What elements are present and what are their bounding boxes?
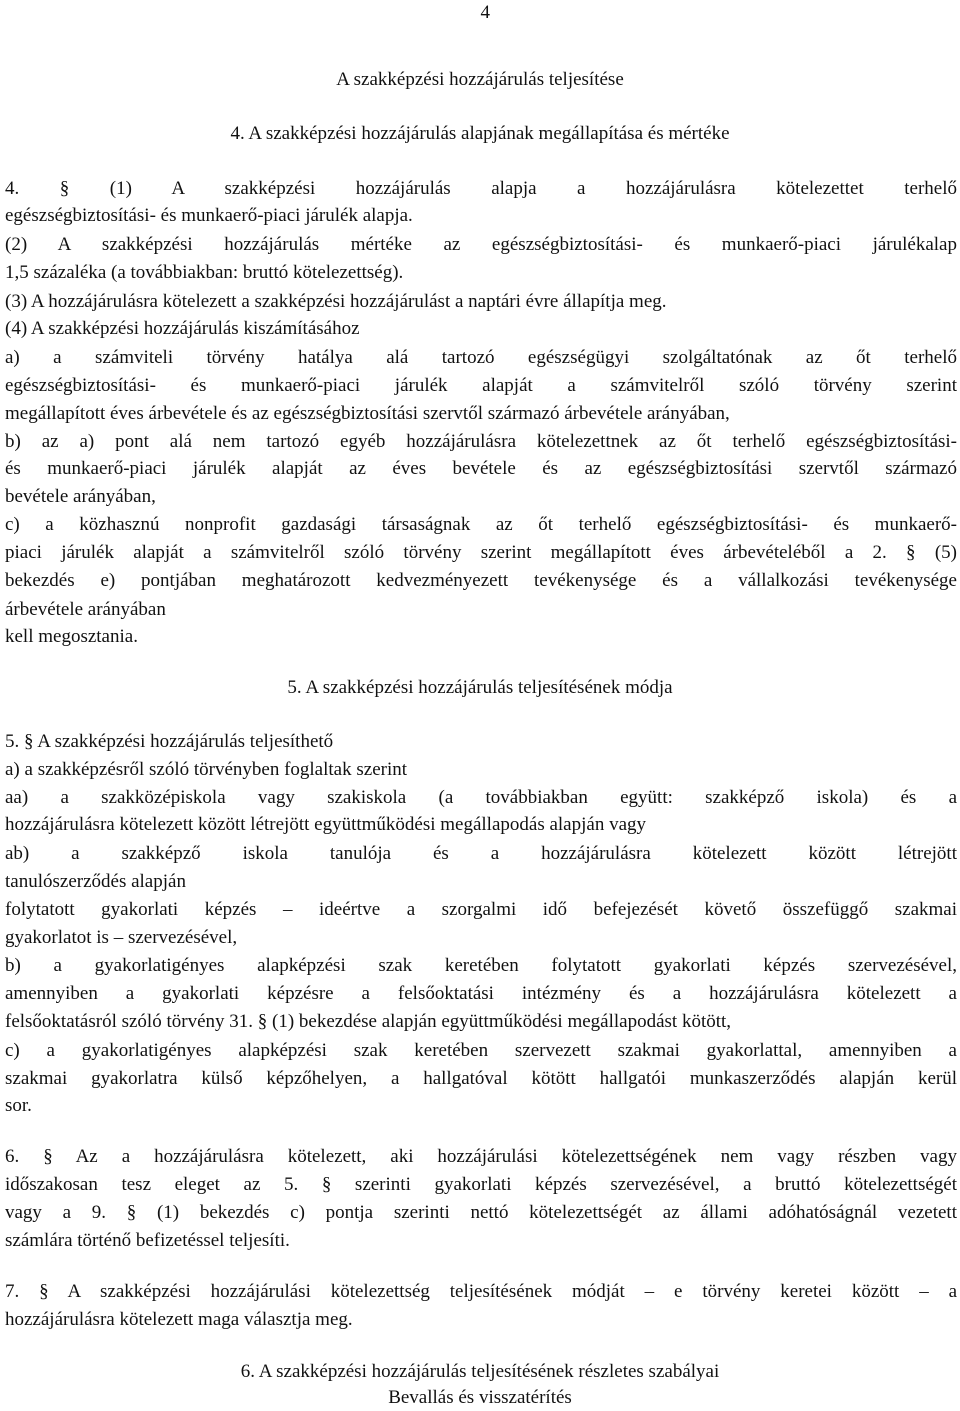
text-line: szakmai gyakorlatra külső képzőhelyen, a hallgatóval kötött hallgatói munkaszerződés alapján kerül: [5, 1068, 957, 1089]
text-line: (3) A hozzájárulásra kötelezett a szakképzési hozzájárulást a naptári évre állapítja meg.: [5, 291, 667, 312]
text-line: (4) A szakképzési hozzájárulás kiszámításához: [5, 318, 360, 339]
text-line: b) az a) pont alá nem tartozó egyéb hozzájárulásra kötelezettnek az őt terhelő egészségbiztosítási-: [5, 431, 957, 452]
text-line: gyakorlatot is – szervezésével,: [5, 927, 238, 948]
text-line: hozzájárulásra kötelezett között létrejött együttműködési megállapodás alapján vagy: [5, 814, 647, 835]
text-line: kell megosztania.: [5, 626, 138, 647]
text-line: és munkaerő-piaci járulék alapját az éves bevétele és az egészségbiztosítási szervtől származó: [5, 458, 957, 479]
text-line: árbevétele arányában: [5, 599, 166, 620]
text-line: folytatott gyakorlati képzés – ideértve a szorgalmi idő befejezését követő összefüggő szakmai: [5, 899, 957, 920]
heading-line: 4. A szakképzési hozzájárulás alapjának megállapítása és mértéke: [230, 123, 730, 144]
text-line: a) a számviteli törvény hatálya alá tartozó egészségügyi szolgáltatónak az őt terhelő: [5, 347, 957, 368]
heading-line: Bevallás és visszatérítés: [388, 1387, 572, 1408]
text-line: aa) a szakközépiskola vagy szakiskola (a továbbiakban együtt: szakképző iskola) és a: [5, 787, 957, 808]
text-line: számlára történő befizetéssel teljesíti.: [5, 1230, 290, 1251]
heading-line: A szakképzési hozzájárulás teljesítése: [336, 69, 624, 90]
text-line: (2) A szakképzési hozzájárulás mértéke az egészségbiztosítási- és munkaerő-piaci járulékalap: [5, 234, 957, 255]
text-line: b) a gyakorlatigényes alapképzési szak keretében folytatott gyakorlati képzés szervezésével,: [5, 955, 957, 976]
text-line: egészségbiztosítási- és munkaerő-piaci járulék alapját a számvitelről szóló törvény szerint: [5, 375, 957, 396]
text-line: felsőoktatásról szóló törvény 31. § (1) bekezdése alapján együttműködési megállapodást kötött,: [5, 1011, 732, 1032]
text-line: c) a gyakorlatigényes alapképzési szak keretében szervezett szakmai gyakorlattal, amennyiben a: [5, 1040, 957, 1061]
text-line: c) a közhasznú nonprofit gazdasági társaságnak az őt terhelő egészségbiztosítási- és munkaerő-: [5, 514, 957, 535]
text-line: 7. § A szakképzési hozzájárulási kötelezettség teljesítésének módját – e törvény keretei között – a: [5, 1281, 957, 1302]
text-line: 6. § Az a hozzájárulásra kötelezett, aki hozzájárulási kötelezettségének nem vagy részben vagy: [5, 1146, 957, 1167]
text-line: bevétele arányában,: [5, 486, 156, 507]
text-line: a) a szakképzésről szóló törvényben foglaltak szerint: [5, 759, 408, 780]
text-line: időszakosan tesz eleget az 5. § szerinti gyakorlati képzés szervezésével, a bruttó kötelezettségét: [5, 1174, 957, 1195]
text-line: amennyiben a gyakorlati képzésre a felsőoktatási intézmény és a hozzájárulásra kötelezett a: [5, 983, 957, 1004]
page-number: 4: [480, 2, 490, 23]
text-line: hozzájárulásra kötelezett maga választja meg.: [5, 1309, 353, 1330]
text-line: 4. § (1) A szakképzési hozzájárulás alapja a hozzájárulásra kötelezettet terhelő: [5, 178, 957, 199]
heading-line: 5. A szakképzési hozzájárulás teljesítésének módja: [287, 677, 673, 698]
text-line: bekezdés e) pontjában meghatározott kedvezményezett tevékenysége és a vállalkozási tevékenysége: [5, 570, 957, 591]
heading-line: 6. A szakképzési hozzájárulás teljesítésének részletes szabályai: [240, 1361, 720, 1382]
text-line: egészségbiztosítási- és munkaerő-piaci járulék alapja.: [5, 205, 413, 226]
text-line: megállapított éves árbevétele és az egészségbiztosítási szervtől származó árbevétele arányában,: [5, 403, 730, 424]
text-line: 5. § A szakképzési hozzájárulás teljesíthető: [5, 731, 334, 752]
text-line: 1,5 százaléka (a továbbiakban: bruttó kötelezettség).: [5, 262, 404, 283]
text-line: ab) a szakképző iskola tanulója és a hozzájárulásra kötelezett között létrejött: [5, 843, 957, 864]
text-line: sor.: [5, 1095, 32, 1116]
text-line: vagy a 9. § (1) bekezdés c) pontja szerinti nettó kötelezettségét az állami adóhatóságnál vezetett: [5, 1202, 957, 1223]
text-line: tanulószerződés alapján: [5, 871, 186, 892]
text-line: piaci járulék alapját a számvitelről szóló törvény szerint megállapított éves árbevételéből a 2. § (5): [5, 542, 957, 563]
